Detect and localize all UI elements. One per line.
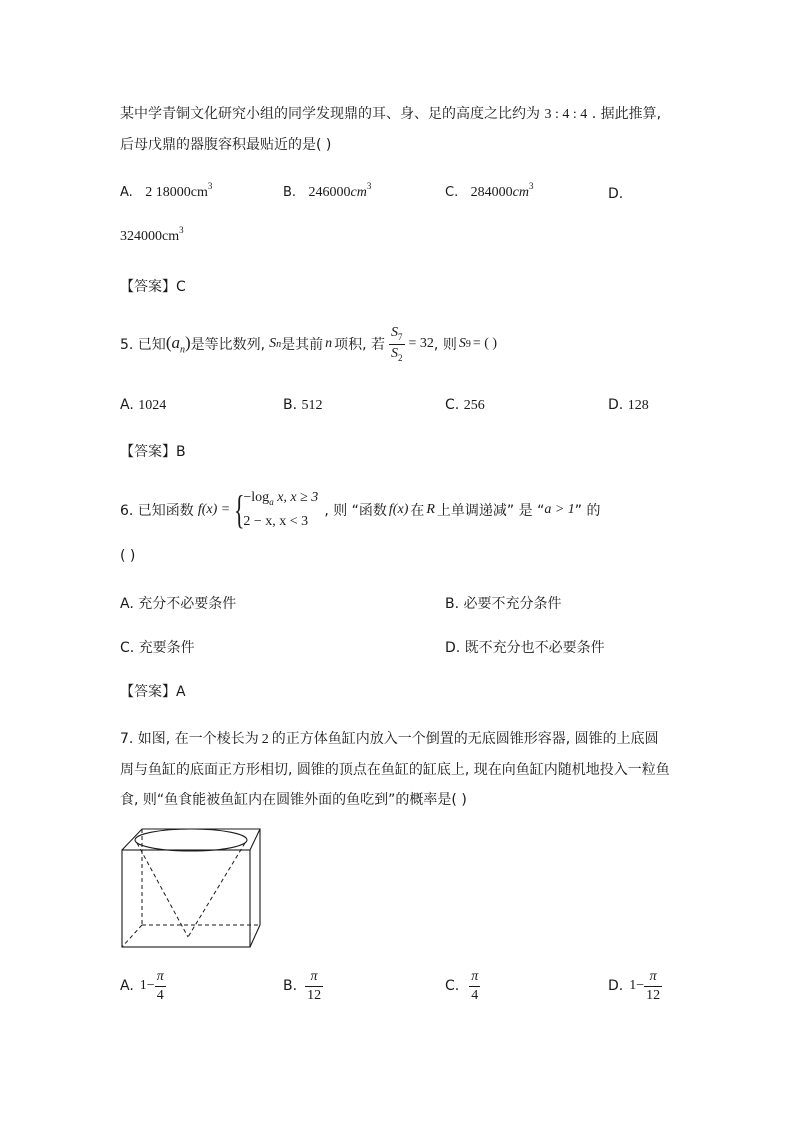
q4-option-b[interactable]: B. $246000cm^3$	[283, 181, 372, 200]
cube-top-face	[122, 829, 260, 850]
q7-cube-cone-figure	[118, 825, 268, 951]
q6-stem: 6. 已知函数 f(x) = { $-\log_a$ x, x ≥ 3 2 − x, x < 3 , 则 “函数 f(x) 在 R 上单调递减” 是 “ a > 1 ” 的	[120, 487, 601, 532]
q6-brace: {	[234, 487, 245, 532]
q4-option-d-value[interactable]: $324000cm^3$	[120, 225, 184, 244]
q4-ratio: 3 : 4 : 4	[544, 107, 588, 122]
cone-rim-ellipse	[135, 829, 247, 851]
q4-line2: 后母戊鼎的器腹容积最贴近的是( )	[120, 137, 332, 153]
q7-option-a[interactable]: A. 1− $\frac{\pi}{4}$	[120, 968, 164, 1003]
q5-option-c[interactable]: C. 256	[445, 397, 485, 413]
q4-answer: 【答案】C	[120, 279, 186, 295]
q7-line2: 周与鱼缸的底面正方形相切, 圆锥的顶点在鱼缸的缸底上, 现在向鱼缸内随机地投入一粒鱼	[120, 762, 670, 778]
q5-stem: 5. 已知 $(a_n)$ 是等比数列, S n 是其前 n 项积, 若 $\frac{S_7}{S_2}$ = 32 , 则 S 9 = ( )	[120, 324, 498, 363]
q6-option-c[interactable]: C. 充要条件	[120, 640, 195, 656]
q4-option-d-label[interactable]: D.	[608, 186, 624, 202]
q6-answer: 【答案】A	[120, 684, 186, 700]
q5-option-b[interactable]: B. 512	[283, 397, 323, 413]
q6-cases: $-\log_a$ x, x ≥ 3 2 − x, x < 3	[243, 490, 319, 529]
q5-option-d[interactable]: D. 128	[608, 397, 649, 413]
q7-line1: 7. 如图, 在一个棱长为 2 的正方体鱼缸内放入一个倒置的无底圆锥形容器, 圆锥的上底圆	[120, 731, 659, 747]
q6-option-d[interactable]: D. 既不充分也不必要条件	[445, 640, 605, 656]
q5-fraction: $\frac{S_7}{S_2}$	[391, 324, 403, 363]
q6-option-b[interactable]: B. 必要不充分条件	[445, 596, 562, 612]
q7-option-c[interactable]: C. $\frac{\pi}{4}$	[445, 968, 479, 1003]
q4-line1: 某中学青铜文化研究小组的同学发现鼎的耳、身、足的高度之比约为 3 : 4 : 4 . 据此推算,	[120, 106, 662, 122]
q4-option-c[interactable]: C. $284000cm^3$	[445, 181, 534, 200]
q6-option-a[interactable]: A. 充分不必要条件	[120, 596, 237, 612]
q6-line2: ( )	[120, 548, 136, 564]
q7-line3: 食, 则“鱼食能被鱼缸内在圆锥外面的鱼吃到”的概率是( )	[120, 792, 467, 808]
q5-answer: 【答案】B	[120, 444, 186, 460]
q7-option-b[interactable]: B. $\frac{\pi}{12}$	[283, 968, 322, 1003]
q7-option-d[interactable]: D. 1− $\frac{\pi}{12}$	[608, 968, 661, 1003]
hidden-edge-left-bottom	[122, 925, 142, 947]
q5-option-a[interactable]: A. 1024	[120, 397, 167, 413]
cone-generator-left	[137, 843, 188, 937]
cone-generator-right	[188, 843, 245, 937]
q4-option-a[interactable]: A. 2 $18000cm^3$	[120, 181, 213, 200]
